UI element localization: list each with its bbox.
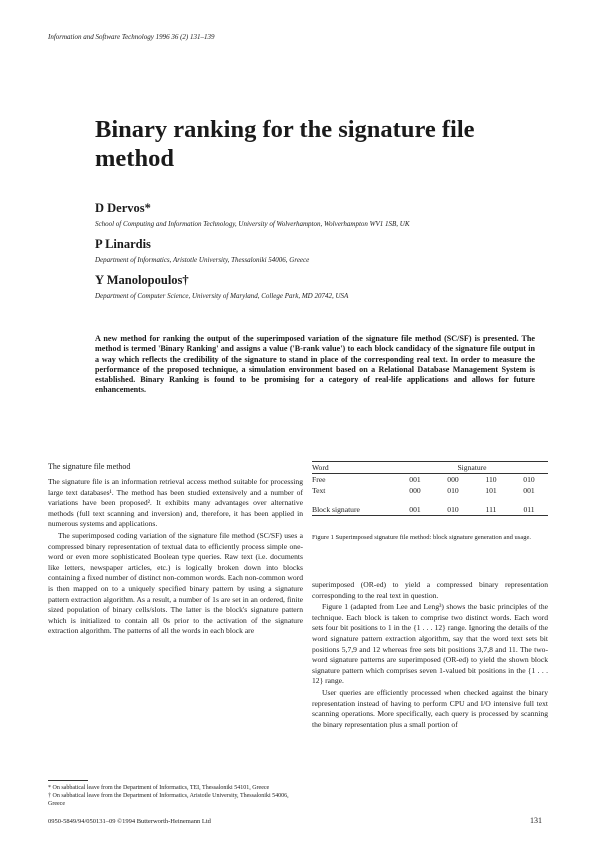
bit-group: 001 bbox=[409, 505, 421, 514]
footnote-divider bbox=[48, 780, 88, 781]
footnote: * On sabbatical leave from the Department of Informatics, TEI, Thessaloniki 54101, Greece bbox=[48, 785, 270, 791]
figure-row-text bbox=[312, 485, 548, 496]
author-affiliation: School of Computing and Information Technology, University of Wolverhampton, Wolverhampton WV1 1SB, UK bbox=[95, 220, 410, 228]
paragraph: The signature file is an information retrieval access method suitable for processing large text databases¹. The method has been studied extensively and a number of variations have been proposed². It exhibits many advantages over alternative methods (full text scanning and inversion) and, therefore, it has been applied in numerous systems and applications. bbox=[48, 477, 303, 529]
bit-group: 011 bbox=[523, 505, 535, 514]
section-title: The signature file method bbox=[48, 462, 131, 471]
figure-spacer bbox=[312, 496, 548, 504]
bit-group: 111 bbox=[485, 505, 497, 514]
bit-group: 001 bbox=[523, 486, 535, 495]
bit-group: 001 bbox=[396, 474, 434, 486]
bit-group: 010 bbox=[510, 474, 548, 486]
row-label: Block signature bbox=[312, 505, 360, 514]
row-label: Text bbox=[312, 486, 326, 495]
paper-title: Binary ranking for the signature file method bbox=[95, 116, 475, 172]
right-column-body bbox=[312, 580, 548, 730]
page-number: 131 bbox=[530, 816, 542, 825]
journal-header: Information and Software Technology 1996 36 (2) 131–139 bbox=[48, 33, 215, 41]
figure-header-row bbox=[312, 462, 548, 474]
figure-caption: Figure 1 Superimposed signature file method: block signature generation and usage. bbox=[312, 534, 531, 541]
bit-group: 000 bbox=[409, 486, 421, 495]
bit-group: 000 bbox=[434, 474, 472, 486]
figure-1-table bbox=[312, 461, 548, 516]
figure-row-block bbox=[312, 504, 548, 516]
author-name: D Dervos* bbox=[95, 201, 151, 215]
figure-bottom-rule bbox=[312, 516, 548, 517]
row-label: Free bbox=[312, 474, 396, 486]
paragraph: Figure 1 (adapted from Lee and Leng³) shows the basic principles of the technique. Each block is taken to comprise two distinct words. Each word sets four bit positions to 1 in the {1 . . . 12} range. Ignoring the details of the word signature pattern extraction algorithm, say that the word text sets bit positions 5,7,9 and 12 whereas free sets bit positions 3,7,8 and 11. The two-word signature patterns are superimposed (OR-ed) to yield the shown block signature pattern which comprises seven 1-valued bit positions in the {1 . . . 12} range. bbox=[312, 602, 548, 686]
copyright-line: 0950-5849/94/050131–09 ©1994 Butterworth-Heinemann Ltd bbox=[48, 818, 211, 825]
header-word: Word bbox=[312, 462, 396, 474]
bit-group: 010 bbox=[447, 505, 459, 514]
bit-group: 010 bbox=[447, 486, 459, 495]
paragraph: superimposed (OR-ed) to yield a compressed binary representation corresponding to the real text in question. bbox=[312, 580, 548, 600]
header-signature: Signature bbox=[396, 462, 548, 474]
bit-group: 110 bbox=[472, 474, 510, 486]
paragraph: User queries are efficiently processed when checked against the binary representation instead of having to perform CPU and I/O intensive full text scanning operations. More specifically, each query is processed by scanning the binary representation plus a small portion of bbox=[312, 687, 548, 729]
bit-group: 101 bbox=[485, 486, 497, 495]
author-name: Y Manolopoulos† bbox=[95, 273, 189, 287]
author-affiliation: Department of Informatics, Aristotle University, Thessaloniki 54006, Greece bbox=[95, 256, 310, 264]
author-name: P Linardis bbox=[95, 237, 151, 251]
footnote: † On sabbatical leave from the Department of Informatics, Aristotle University, Thessaloniki 54006, Greece bbox=[48, 793, 289, 807]
author-affiliation: Department of Computer Science, University of Maryland, College Park, MD 20742, USA bbox=[95, 292, 349, 300]
abstract: A new method for ranking the output of the superimposed variation of the signature file method (SC/SF) is presented. The method is termed 'Binary Ranking' and assigns a value ('B-rank value') to each block candidacy of the signature file output in a way which reflects the credibility of the signature to stand in place of the corresponding real text. In order to measure the performance of the proposed technique, a simulation environment based on a Relational Database Management System is established. Binary Ranking is found to be promising for a category of real-life applications and allows for future enhancements. bbox=[95, 334, 535, 395]
figure-row-free bbox=[312, 474, 548, 486]
left-column-body bbox=[48, 477, 303, 637]
paragraph: The superimposed coding variation of the signature file method (SC/SF) uses a compressed binary representation of textual data to efficiently process simple one-word or even more sophisticated Boolean type queries. Raw text (i.e. documents like letters, newspaper articles, etc.) is logically broken down into blocks containing a fixed number of distinct non-common words. Each non-common word is then mapped on to a uniquely specified binary pattern by using a signature pattern extraction algorithm. As a result, a number of 1s are set in an ordered, finite sized population of binary cells/slots. The latter is the block's signature pattern which is initialized to contain all 0s prior to the activation of the signature extraction algorithm. The patterns of all the words in each block are bbox=[48, 530, 303, 636]
footnotes bbox=[48, 784, 303, 808]
